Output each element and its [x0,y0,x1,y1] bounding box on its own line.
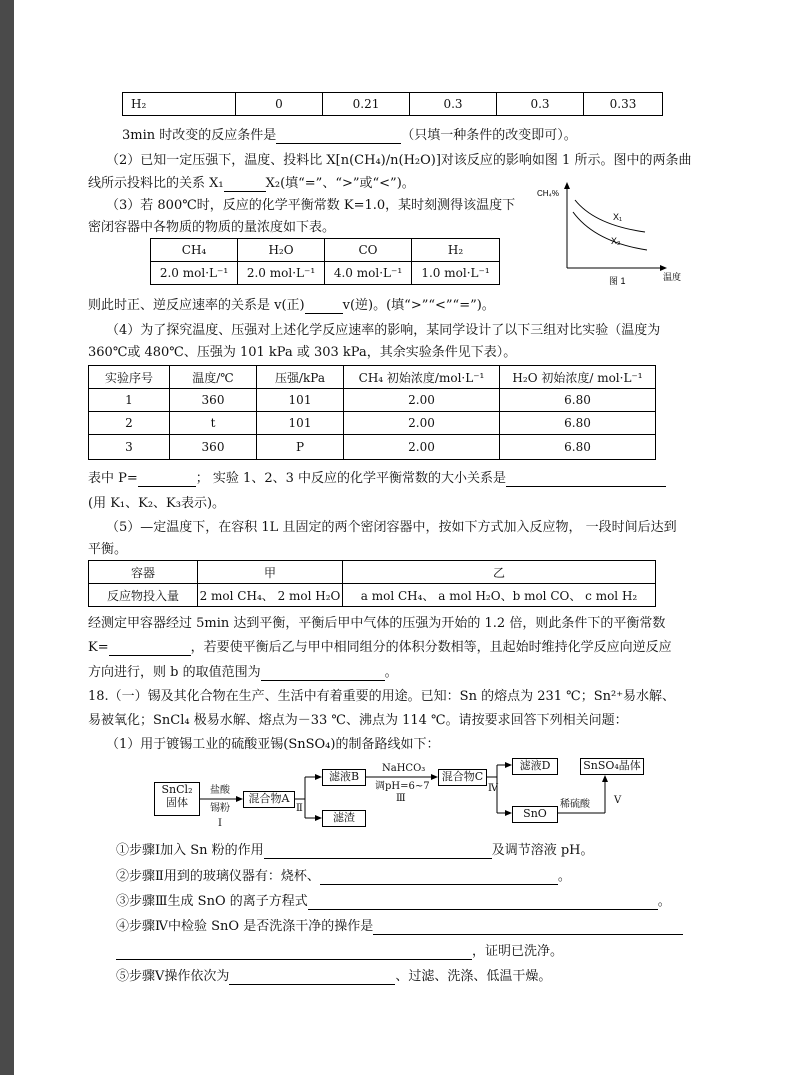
x-label: 温度 [663,272,682,282]
cell: CO [325,239,412,262]
label: SnCl₂ [161,783,193,796]
cell: 6.80 [500,412,656,435]
answer-blank[interactable] [305,313,343,314]
text: ，若要使平衡后乙与甲中相同组分的体积分数相等，且起始时维持化学反应向逆反应 [190,640,672,655]
residue-box: 滤渣 [322,810,366,827]
mixture-a-box: 混合物A [243,791,295,808]
figure-caption: 图 1 [609,276,626,286]
cell: 4.0 mol·L⁻¹ [325,262,412,285]
text: v(逆)。(填“>”“<”“=”)。 [342,298,495,313]
cell: H₂O [238,239,325,262]
question-line: 18.（一）锡及其化合物在生产、生活中有着重要的用途。已知：Sn 的熔点为 231 ℃；Sn²⁺易水解、 [88,689,676,704]
question-line: 经测定甲容器经过 5min 达到平衡，平衡后甲中气体的压强为开始的 1.2 倍，则此条件下的平衡常数 [88,616,666,631]
arrowhead [505,810,512,816]
x1-label: X₁ [613,212,623,222]
cell: 360 [170,435,257,460]
cell: a mol CH₄、 a mol H₂O、b mol CO、 c mol H₂ [343,584,656,607]
answer-blank[interactable] [320,884,558,885]
mixture-c-box: 混合物C [438,769,487,786]
cell: H₂O 初始浓度/ mol·L⁻¹ [500,366,656,389]
cell: 2.00 [344,435,500,460]
question-line: (用 K₁、K₂、K₃表示)。 [88,496,226,511]
question-line: 平衡。 [88,542,128,557]
cell: 2.0 mol·L⁻¹ [238,262,325,285]
question-line [116,918,683,935]
reagent-label: 锡粉 [210,803,230,814]
filtrate-b-box: 滤液B [322,769,366,786]
answer-blank[interactable] [506,486,666,487]
cell: 实验序号 [89,366,170,389]
text: 3min 时改变的反应条件是 [122,128,277,143]
cell: 1.0 mol·L⁻¹ [412,262,500,285]
cell: 1 [89,389,170,412]
cell: 0.3 [410,93,497,116]
y-label: CH₄% [537,189,559,198]
y-arrow [564,182,570,189]
cell: H₂ [412,239,500,262]
text: 则此时正、逆反应速率的关系是 v(正) [88,298,305,313]
x-arrow [660,265,667,271]
cell: CH₄ 初始浓度/mol·L⁻¹ [344,366,500,389]
answer-blank[interactable] [116,959,472,960]
question-line: （5）—定温度下，在容积 1L 且固定的两个密闭容器中，按如下方式加入反应物， 一段时间后达到 [106,520,677,535]
reagent-label: 调pH=6~7 [375,781,430,792]
reagent-label: 稀硫酸 [560,799,590,810]
arrowhead [505,762,512,768]
answer-blank[interactable] [224,191,266,192]
concentration-table [150,238,500,285]
cell: 反应物投入量 [89,584,198,607]
step-label: Ⅰ [218,818,222,829]
concentration-table-h2-row [122,92,663,116]
cell: 2 [89,412,170,435]
question-line [122,127,577,144]
text: 。 [657,894,671,909]
cell: 360 [170,389,257,412]
text: 及调节溶液 pH。 [491,843,594,858]
question-line [116,842,593,859]
cell: 2.00 [344,412,500,435]
curve-x1 [575,200,645,232]
sncl2-solid-box [154,782,200,816]
cell: 温度/℃ [170,366,257,389]
cell: 101 [257,389,344,412]
arrowhead [315,815,322,821]
text: ③步骤Ⅲ生成 SnO 的离子方程式 [116,894,308,909]
question-line: （2）已知一定压强下，温度、投料比 X[n(CH₄)/n(H₂O)]对该反应的影响如图 1 所示。图中的两条曲 [106,153,692,168]
cell: 101 [257,412,344,435]
cell: 2 mol CH₄、 2 mol H₂O [198,584,343,607]
question-line [88,297,495,314]
step-label: Ⅴ [614,795,622,806]
answer-blank[interactable] [308,909,658,910]
cell: 6.80 [500,435,656,460]
text: ； 实验 1、2、3 中反应的化学平衡常数的大小关系是 [195,471,506,486]
arrowhead [315,774,322,780]
cell: 0.21 [323,93,410,116]
page-gutter [0,0,14,1075]
reactant-table [88,560,656,607]
text: ⑤步骤Ⅴ操作依次为 [116,969,230,984]
text: ，证明已洗净。 [472,944,564,959]
step-label: Ⅱ [296,803,303,814]
text: 。 [557,869,571,884]
answer-blank[interactable] [261,680,385,681]
cell: 乙 [343,561,656,584]
step-label: Ⅲ [396,793,406,804]
question-line: （1）用于镀锡工业的硫酸亚锡(SnSO₄)的制备路线如下： [106,737,440,752]
cell: 3 [89,435,170,460]
cell: P [257,435,344,460]
question-line [88,639,672,656]
answer-blank[interactable] [138,486,196,487]
text: 、过滤、洗涤、低温干燥。 [395,969,552,984]
cell: 0 [236,93,323,116]
answer-blank[interactable] [264,858,492,859]
cell: t [170,412,257,435]
cell: 0.3 [497,93,584,116]
question-line [116,943,563,960]
answer-blank[interactable] [229,984,395,985]
reagent-label: 盐酸 [210,785,230,796]
cell: 2.0 mol·L⁻¹ [151,262,238,285]
arrowhead [431,774,438,780]
arrowhead [236,796,243,802]
snso4-crystal-box: SnSO₄晶体 [580,758,644,775]
question-line: 360℃或 480℃、压强为 101 kPa 或 303 kPa，其余实验条件见下表）。 [88,345,517,360]
text: ①步骤Ⅰ加入 Sn 粉的作用 [116,843,264,858]
text: K= [88,640,109,655]
question-line [116,968,551,985]
text: 线所示投料比的关系 X₁ [88,176,224,191]
label: 固体 [166,796,188,809]
experiment-table [88,365,656,460]
text: X₂(填“=”、“>”或“<”)。 [265,176,415,191]
flow-chart [150,755,670,835]
figure-1-graph [535,180,695,290]
text: （只填一种条件的改变即可）。 [401,128,577,143]
cell: 容器 [89,561,198,584]
cell: 2.00 [344,389,500,412]
text: ②步骤Ⅱ用到的玻璃仪器有：烧杯、 [116,869,320,884]
question-line [88,175,415,192]
question-line [88,470,666,487]
text: 表中 P= [88,471,138,486]
text: 。 [384,665,398,680]
question-line [116,893,671,910]
text: 方向进行，则 b 的取值范围为 [88,665,261,680]
question-line: （4）为了探究温度、压强对上述化学反应速率的影响，某同学设计了以下三组对比实验（温度为 [106,323,661,338]
reagent-label: NaHCO₃ [382,763,426,774]
arrowhead [602,775,608,782]
cell: 甲 [198,561,343,584]
x2-label: X₂ [611,236,621,246]
cell: 0.33 [584,93,663,116]
answer-blank[interactable] [276,143,401,144]
cell: CH₄ [151,239,238,262]
filtrate-d-box: 滤液D [512,758,558,775]
question-line: （3）若 800℃时，反应的化学平衡常数 K=1.0，某时刻测得该温度下 [106,198,516,213]
text: ④步骤Ⅳ中检验 SnO 是否洗涤干净的操作是 [116,919,374,934]
cell: 压强/kPa [257,366,344,389]
step-label: Ⅳ [488,783,498,794]
answer-blank[interactable] [109,655,191,656]
answer-blank[interactable] [373,934,683,935]
cell: 6.80 [500,389,656,412]
question-line: 易被氧化；SnCl₄ 极易水解、熔点为－33 ℃、沸点为 114 ℃。请按要求回答下列相关问题： [88,713,628,728]
cell: H₂ [123,93,236,116]
question-line [116,868,571,885]
sno-box: SnO [512,806,558,823]
question-line [88,664,398,681]
question-line: 密闭容器中各物质的物质的量浓度如下表。 [88,220,336,235]
